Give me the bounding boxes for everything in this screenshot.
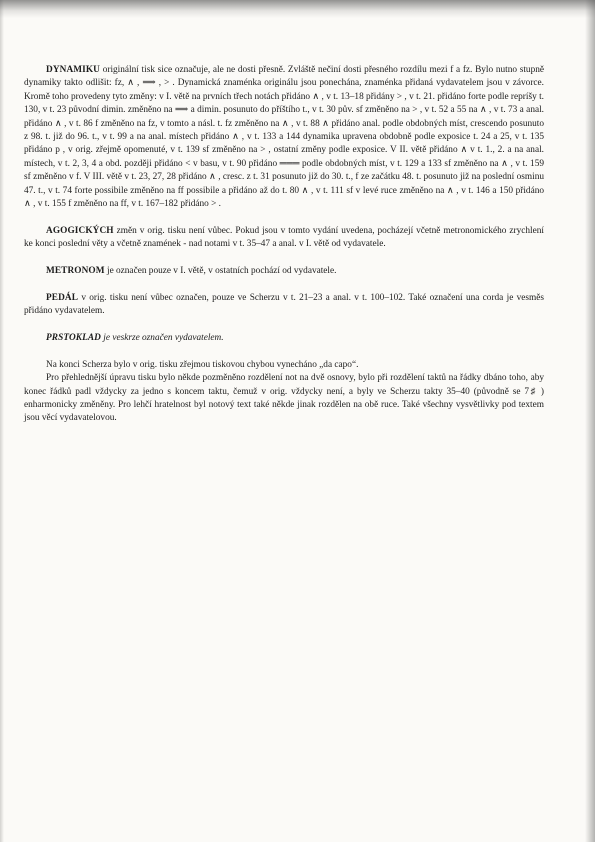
agogic-heading: AGOGICKÝCH <box>46 225 114 236</box>
agogic-text: změn v orig. tisku není vůbec. Pokud jsou v tomto vydání uvedena, pocházejí včetně metronomického zrychlení ke konci poslední věty a včetně znamének - nad notami v t. 35–47 a anal. v I. větě od vydavatele. <box>24 225 544 250</box>
pedal-text: v orig. tisku není vůbec označen, pouze ve Scherzu v t. 21–23 a anal. v t. 100–102. Také označení una corda je vesměs přidáno vydavatelem. <box>24 292 544 317</box>
scan-shadow-left <box>0 0 4 842</box>
editorial-notes <box>24 64 544 426</box>
fingering-heading: PRSTOKLAD <box>46 333 101 344</box>
fingering-paragraph <box>24 332 544 345</box>
pedal-paragraph <box>24 292 544 319</box>
metronome-text: je označen pouze v I. větě, v ostatních pochází od vydavatele. <box>104 266 337 277</box>
dynamics-heading: DYNAMIKU <box>46 65 100 75</box>
dynamics-paragraph <box>24 64 544 211</box>
layout-note: Pro přehlednější úpravu tisku bylo někde pozměněno rozdělení not na dvě osnovy, bylo při rozdělení taktů na řádky dbáno toho, aby konec řádků padl vždycky za jedno s koncem taktu, čemuž v orig. vždycky není, a byly ve Scherzu takty 35–40 (původně se 7♯ ) enharmonicky změněny. Pro lehčí hratelnost byl notový text také někde jinak rozdělen na obě ruce. Také všechny vysvětlivky pod textem jsou věcí vydavatelovou. <box>24 373 544 424</box>
dynamics-text: originální tisk sice označuje, ale ne dosti přesně. Zvláště nečiní dosti přesného rozdílu mezi f a fz. Bylo nutno stupně dynamiky takto odlišit: fz, ∧ , ⟹ , > . Dynamická znaménka originálu jsou ponechána, znaménka přidaná vydavatelem jsou v závorce. Kromě toho provedeny tyto změny: v I. větě na prvních třech notách přidáno ∧ , v t. 13–18 přidány > , v t. 21. přidáno forte podle repríšy t. 130, v t. 23 původní dimin. změněno na ⟹ a dimin. posunuto do příštího t., v t. 30 pův. sf změněno na > , v t. 52 a 55 na ∧ , v t. 73 a anal. přidáno ∧ , v t. 86 f změněno na fz, v tomto a násl. t. fz změněno na ∧ , v t. 88 ∧ přidáno anal. podle obdobných míst, crescendo posunuto z 98. t. již do 96. t., v t. 99 a na anal. místech přidáno ∧ , v t. 133 a 144 dynamika upravena obdobně podle exposice t. 24 a 25, v t. 135 přidáno p , v orig. zřejmě opomenuté, v t. 139 sf změněno na > , ostatní změny podle exposice. V II. větě přidáno ∧ v t. 1., 2. a na anal. místech, v t. 2, 3, 4 a obd. později přidáno < v basu, v t. 90 přidáno ═══ podle obdobných míst, v t. 129 a 133 sf změněno na ∧ , v t. 159 sf změněno v f. V III. větě v t. 23, 27, 28 přidáno ∧ , cresc. z t. 31 posunuto již do 30. t., f ze začátku 48. t. posunuto již na poslední osminu 47. t., v t. 74 forte possibile změněno na ff possibile a přidáno až do t. 80 ∧ , v t. 111 sf v levé ruce změněno na ∧ , v t. 146 a 150 přidáno ∧ , v t. 155 f změněno na ff, v t. 167–182 přidáno > . <box>24 65 544 210</box>
agogic-paragraph <box>24 225 544 252</box>
scan-shadow-right <box>585 0 595 842</box>
metronome-paragraph <box>24 265 544 278</box>
metronome-heading: METRONOM <box>46 266 105 277</box>
scan-shadow-top <box>0 0 595 18</box>
fingering-text: je veskrze označen vydavatelem. <box>100 333 224 344</box>
da-capo-note: Na konci Scherza bylo v orig. tisku zřejmou tiskovou chybou vynecháno „da capo“. <box>46 359 359 370</box>
pedal-heading: PEDÁL <box>46 292 79 303</box>
